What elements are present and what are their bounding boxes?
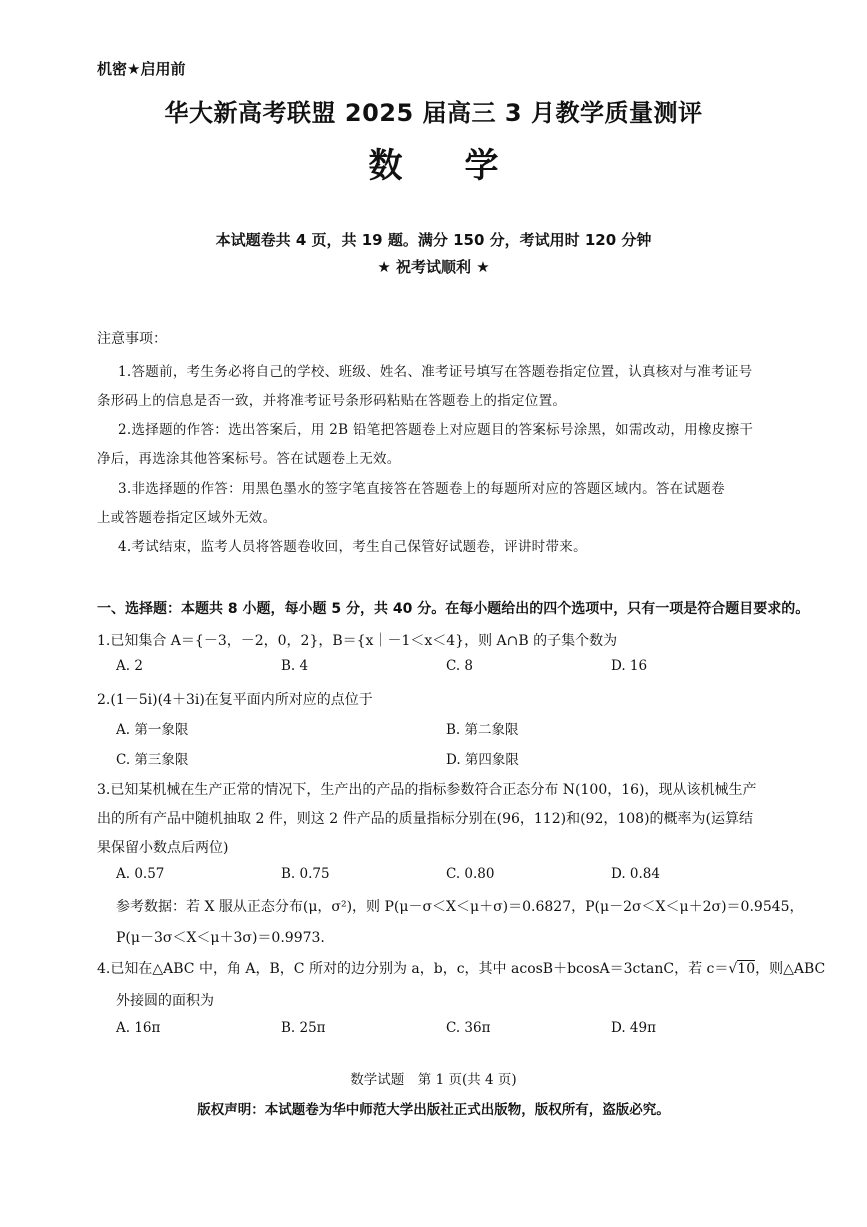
subject-title: 数学 bbox=[368, 146, 561, 186]
q3-reference-data: 参考数据：若 X 服从正态分布(μ，σ²)，则 P(μ－σ＜X＜μ＋σ)＝0.6827，P(μ－2σ＜X＜μ＋2σ)＝0.9545， bbox=[116, 899, 804, 915]
q3-option-c: C. 0.80 bbox=[446, 866, 495, 882]
notice-line: 条形码上的信息是否一致，并将准考证号条形码粘贴在答题卷上的指定位置。 bbox=[97, 393, 567, 409]
notice-line: 净后，再选涂其他答案标号。答在试题卷上无效。 bbox=[97, 451, 401, 467]
section-heading: 一、选择题：本题共 8 小题，每小题 5 分，共 40 分。在每小题给出的四个选项中，只有一项是符合题目要求的。 bbox=[97, 601, 810, 617]
q4-option-c: C. 36π bbox=[446, 1020, 491, 1036]
notice-line: 4.考试结束，监考人员将答题卷收回，考生自己保管好试题卷，评讲时带来。 bbox=[118, 539, 587, 555]
q4-stem-part: 4.已知在△ABC 中，角 A，B，C 所对的边分别为 a，b，c，其中 acosB＋bcosA＝3ctanC，若 c＝√ bbox=[97, 961, 738, 977]
notice-title: 注意事项： bbox=[97, 331, 167, 347]
q3-option-a: A. 0.57 bbox=[116, 866, 165, 882]
q2-option-d: D. 第四象限 bbox=[446, 752, 519, 768]
exam-info: 本试题卷共 4 页，共 19 题。满分 150 分，考试用时 120 分钟 bbox=[215, 231, 652, 249]
q3-option-b: B. 0.75 bbox=[281, 866, 330, 882]
sqrt-radicand: 10 bbox=[737, 961, 756, 977]
page-footer: 数学试题 第 1 页(共 4 页) bbox=[350, 1072, 517, 1088]
q1-option-d: D. 16 bbox=[611, 658, 648, 674]
q4-option-a: A. 16π bbox=[116, 1020, 161, 1036]
question-3-stem: 果保留小数点后两位) bbox=[97, 840, 229, 856]
q3-option-d: D. 0.84 bbox=[611, 866, 660, 882]
copyright-notice: 版权声明：本试题卷为华中师范大学出版社正式出版物，版权所有，盗版必究。 bbox=[197, 1102, 670, 1118]
q1-option-c: C. 8 bbox=[446, 658, 474, 674]
question-4-stem bbox=[97, 958, 825, 978]
q1-option-b: B. 4 bbox=[281, 658, 309, 674]
q2-option-b: B. 第二象限 bbox=[446, 722, 519, 738]
question-4-stem: 外接圆的面积为 bbox=[116, 993, 214, 1009]
q2-option-c: C. 第三象限 bbox=[116, 752, 189, 768]
confidential-label: 机密★启用前 bbox=[97, 60, 186, 78]
q4-option-b: B. 25π bbox=[281, 1020, 326, 1036]
q4-stem-part: ，则△ABC bbox=[755, 961, 826, 977]
question-2-stem: 2.(1－5i)(4＋3i)在复平面内所对应的点位于 bbox=[97, 692, 373, 708]
notice-line: 2.选择题的作答：选出答案后，用 2B 铅笔把答题卷上对应题目的答案标号涂黑，如需改动，用橡皮擦干 bbox=[118, 422, 754, 438]
question-3-stem: 出的所有产品中随机抽取 2 件，则这 2 件产品的质量指标分别在(96，112)和(92，108)的概率为(运算结 bbox=[97, 811, 753, 827]
question-1-stem: 1.已知集合 A＝{－3，－2，0，2}，B＝{x｜－1＜x＜4}，则 A∩B 的子集个数为 bbox=[97, 633, 618, 649]
q3-reference-data: P(μ－3σ＜X＜μ＋3σ)＝0.9973. bbox=[116, 930, 325, 946]
q1-option-a: A. 2 bbox=[116, 658, 143, 674]
q2-option-a: A. 第一象限 bbox=[116, 722, 189, 738]
q4-option-d: D. 49π bbox=[611, 1020, 656, 1036]
good-luck-line: ★ 祝考试顺利 ★ bbox=[377, 258, 490, 276]
notice-line: 1.答题前，考生务必将自己的学校、班级、姓名、准考证号填写在答题卷指定位置，认真核对与准考证号 bbox=[118, 364, 753, 380]
notice-line: 上或答题卷指定区域外无效。 bbox=[97, 510, 277, 526]
exam-title: 华大新高考联盟 2025 届高三 3 月教学质量测评 bbox=[164, 99, 703, 127]
notice-line: 3.非选择题的作答：用黑色墨水的签字笔直接答在答题卷上的每题所对应的答题区域内。答在试题卷 bbox=[118, 481, 725, 497]
question-3-stem: 3.已知某机械在生产正常的情况下，生产出的产品的指标参数符合正态分布 N(100，16)，现从该机械生产 bbox=[97, 782, 757, 798]
